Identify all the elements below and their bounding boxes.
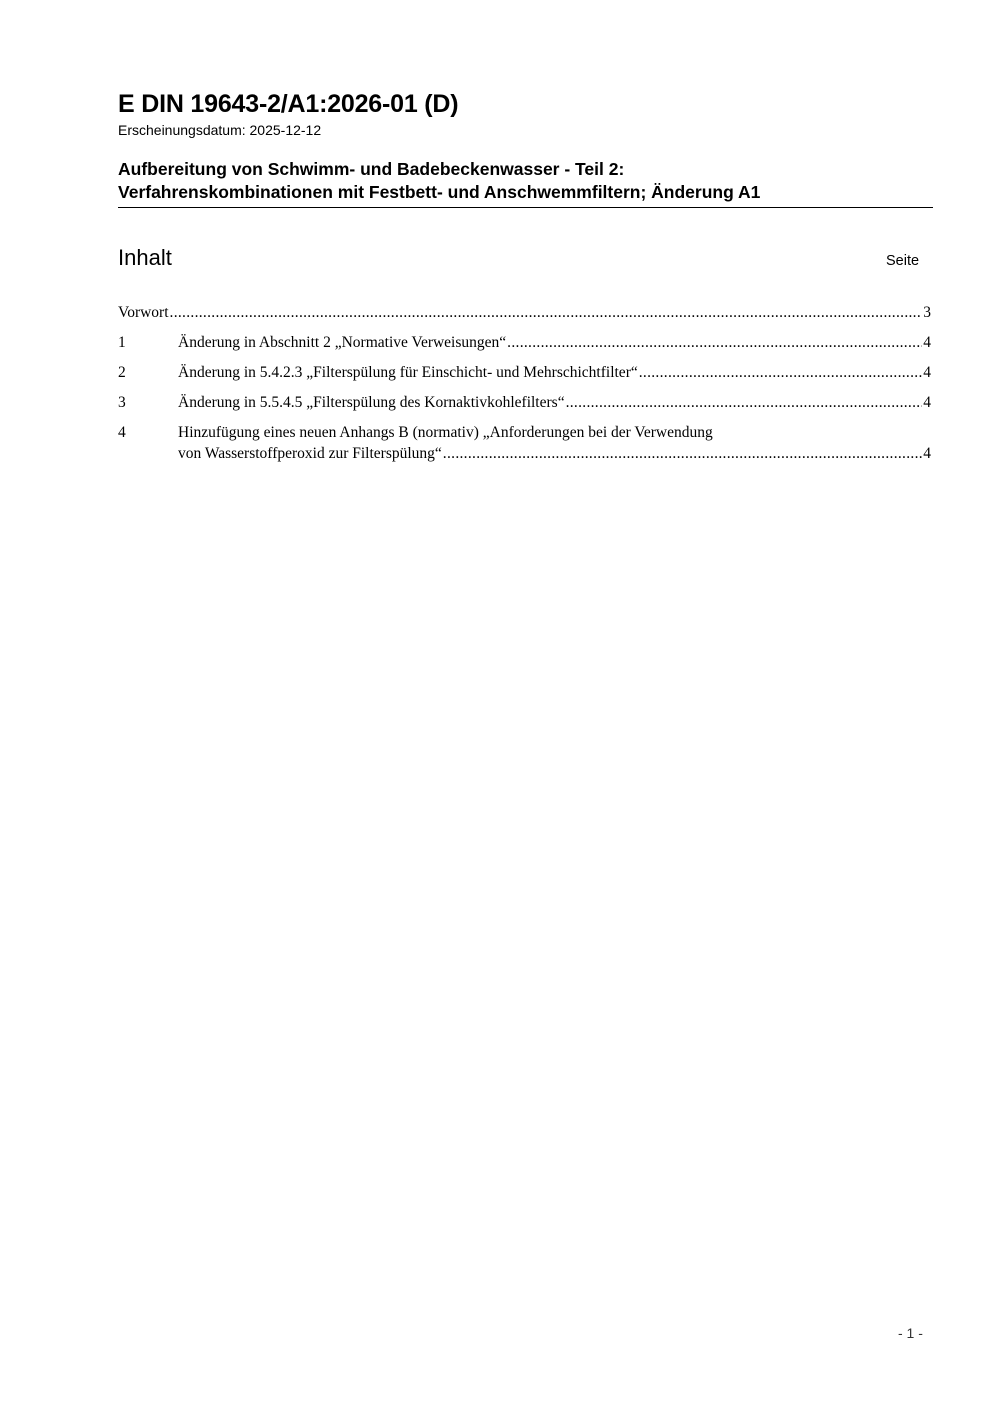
table-of-contents xyxy=(118,302,931,473)
toc-entry-page: 4 xyxy=(923,334,931,351)
toc-entry-body xyxy=(178,422,931,464)
toc-page-label: Seite xyxy=(886,253,920,269)
toc-leader-dots xyxy=(566,392,923,413)
toc-entry-1[interactable] xyxy=(118,332,931,353)
toc-entry-line xyxy=(178,332,931,353)
toc-leader-dots xyxy=(443,443,922,464)
toc-entry-text[interactable]: Änderung in 5.4.2.3 „Filterspülung für Einschicht- und Mehrschichtfilter“ xyxy=(178,364,638,381)
toc-entry-2[interactable] xyxy=(118,362,931,383)
toc-entry-page: 4 xyxy=(923,394,931,411)
toc-entry-body xyxy=(178,362,931,383)
document-title-line-2: Verfahrenskombinationen mit Festbett- und Anschwemmfiltern; Änderung A1 xyxy=(118,182,761,202)
document-id: E DIN 19643-2/A1:2026-01 (D) xyxy=(118,90,459,118)
toc-entry-number: 3 xyxy=(118,394,126,411)
toc-leader-dots xyxy=(170,302,923,323)
page-number: - 1 - xyxy=(898,1325,923,1341)
toc-leader-dots xyxy=(507,332,922,353)
document-title xyxy=(118,158,933,208)
toc-entry-line xyxy=(178,362,931,383)
toc-entry-number: 2 xyxy=(118,364,126,381)
toc-entry-page: 4 xyxy=(923,445,931,462)
toc-entry-line xyxy=(118,302,931,323)
toc-entry-4[interactable] xyxy=(118,422,931,464)
toc-entry-3[interactable] xyxy=(118,392,931,413)
toc-leader-dots xyxy=(639,362,923,383)
toc-entry-number: 1 xyxy=(118,334,126,351)
toc-entry-line xyxy=(178,443,931,464)
toc-entry-text[interactable]: von Wasserstoffperoxid zur Filterspülung“ xyxy=(178,445,442,462)
toc-entry-text[interactable]: Vorwort xyxy=(118,304,169,321)
toc-entry-page: 3 xyxy=(923,304,931,321)
toc-entry-text[interactable]: Änderung in Abschnitt 2 „Normative Verweisungen“ xyxy=(178,334,507,351)
toc-entry-body xyxy=(178,332,931,353)
toc-entry-body xyxy=(178,392,931,413)
toc-entry-vorwort[interactable] xyxy=(118,302,931,323)
toc-entry-page: 4 xyxy=(923,364,931,381)
toc-entry-number: 4 xyxy=(118,424,126,441)
toc-entry-line xyxy=(178,392,931,413)
toc-entry-body xyxy=(118,302,931,323)
toc-entry-text-line-1[interactable]: Hinzufügung eines neuen Anhangs B (normativ) „Anforderungen bei der Verwendung xyxy=(178,424,713,441)
toc-heading: Inhalt xyxy=(118,245,172,270)
document-title-line-1: Aufbereitung von Schwimm- und Badebeckenwasser - Teil 2: xyxy=(118,159,625,179)
toc-entry-text[interactable]: Änderung in 5.5.4.5 „Filterspülung des Kornaktivkohlefilters“ xyxy=(178,394,565,411)
publication-date: Erscheinungsdatum: 2025-12-12 xyxy=(118,122,322,138)
